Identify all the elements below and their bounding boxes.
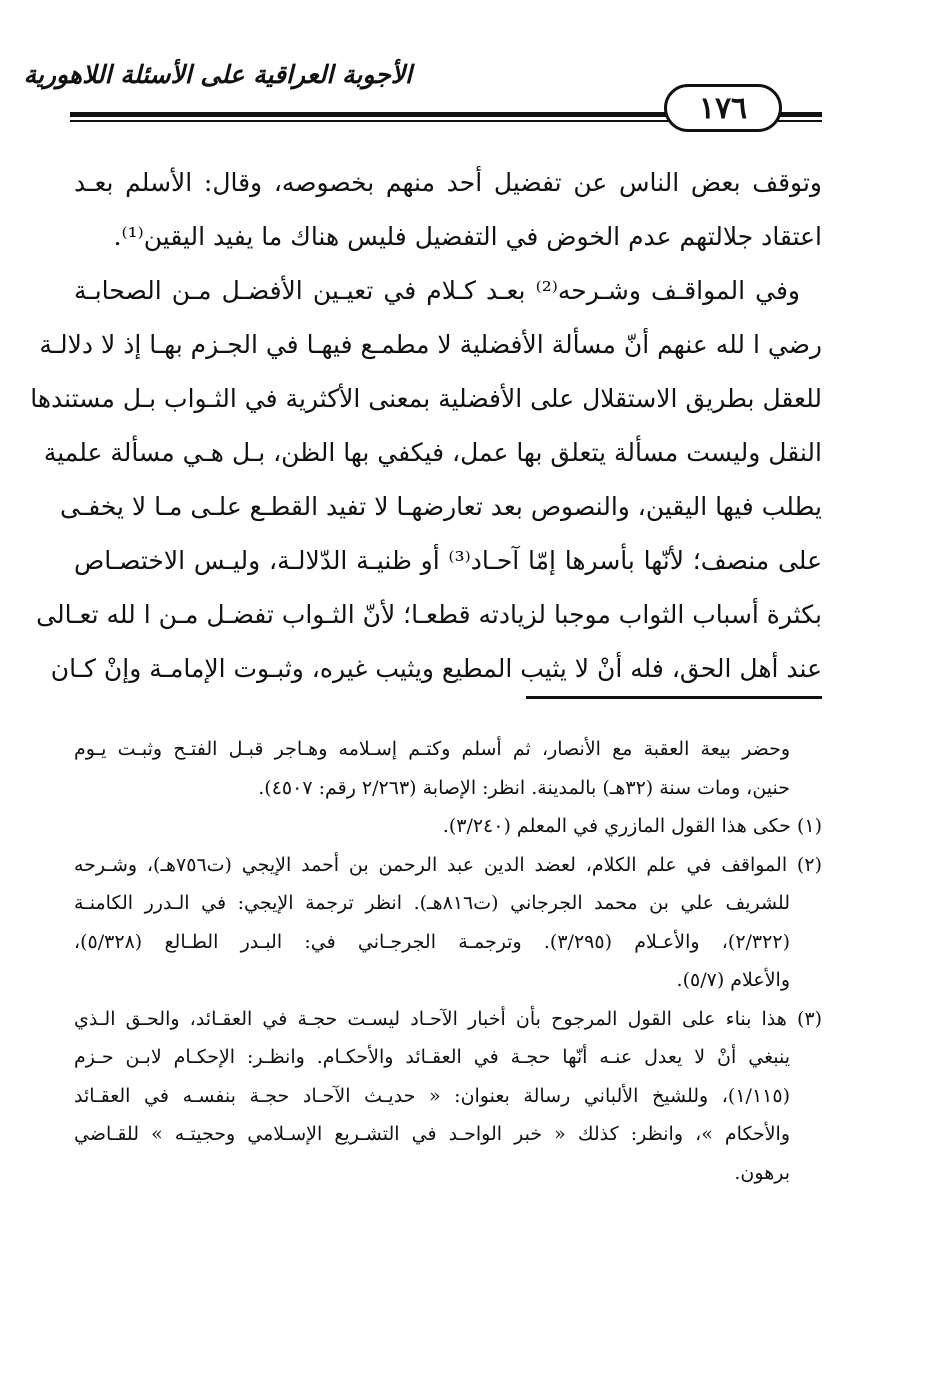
main-line-9: بكثرة أسباب الثواب موجبا لزيادته قطعـا؛ لأنّ الثـواب تفضـل مـن ا لله تعـالى xyxy=(36,600,822,629)
main-line-6: النقل وليست مسألة يتعلق بها عمل، فيكفي بها الظن، بـل هـي مسألة علمية xyxy=(43,438,822,467)
page-number: ١٧٦ xyxy=(698,90,748,126)
main-line-2: اعتقاد جلالتهم عدم الخوض في التفضيل فليس هناك ما يفيد اليقين⁽¹⁾. xyxy=(113,222,822,251)
footnote-2-line-2: للشريف علي بن محمد الجرجاني (ت٨١٦هـ). انظر ترجمة الإيجي: في الـدرر الكامنـة xyxy=(74,892,790,914)
footnote-3-line-3: (١/١١٥)، وللشيخ الألباني رسالة بعنوان: « حديـث الآحـاد حجـة بنفسـه في العقـائد xyxy=(74,1084,790,1107)
main-line-8: على منصف؛ لأنّها بأسرها إمّا آحـاد⁽³⁾ أو ظنيـة الدّلالـة، وليـس الاختصـاص xyxy=(74,546,822,575)
footnote-1-line-1: (١) حكى هذا القول المازري في المعلم (٣/٢٤٠). xyxy=(442,815,822,837)
footnote-3-line-4: والأحكام »، وانظر: كذلك « خبر الواحـد في التشـريع الإسـلامي وحجيتـه » للقـاضي xyxy=(74,1123,790,1145)
main-line-5: للعقل بطريق الاستقلال على الأفضلية بمعنى الأكثرية في الثـواب بـل مستندها xyxy=(30,384,822,413)
footnote-2-line-1: (٢) المواقف في علم الكلام، لعضد الدين عبد الرحمن بن أحمد الإيجي (ت٧٥٦هـ)، وشـرحه xyxy=(74,853,822,876)
footnote-3-line-2: ينبغي أنْ لا يعدل عنـه أنّها حجـة في العقـائد والأحكـام. وانظـر: الإحكـام لابـن حـزم xyxy=(74,1046,790,1068)
footnote-3-line-1: (٣) هذا بناء على القول المرجوح بأن أخبار الآحـاد ليسـت حجـة في العقـائد، والحـق الـذي xyxy=(74,1007,822,1030)
page-number-box xyxy=(664,84,782,132)
footnotes xyxy=(74,730,822,1192)
footnote-2-line-4: والأعلام (٥/٧). xyxy=(676,969,790,991)
footnote-continuation-line-2: حنين، ومات سنة (٣٢هـ) بالمدينة. انظر: الإصابة (٢/٢٦٣ رقم: ٤٥٠٧). xyxy=(258,776,790,799)
main-line-10: عند أهل الحق، فله أنْ لا يثيب المطيع ويثيب غيره، وثبـوت الإمامـة وإنْ كـان xyxy=(50,654,822,683)
main-line-1: وتوقف بعض الناس عن تفضيل أحد منهم بخصوصه، وقال: الأسلم بعـد xyxy=(74,168,822,197)
main-line-7: يطلب فيها اليقين، والنصوص بعد تعارضهـا لا تفيد القطـع علـى مـا لا يخفـى xyxy=(60,492,822,521)
footnote-separator xyxy=(526,696,822,699)
main-text xyxy=(30,156,822,696)
footnote-3-line-5: برهون. xyxy=(734,1161,790,1184)
running-title: الأجوبة العراقية على الأسئلة اللاهورية xyxy=(23,60,412,89)
main-line-4: رضي ا لله عنهم أنّ مسألة الأفضلية لا مطمـع فيهـا في الجـزم بهـا إذ لا دلالـة xyxy=(39,330,822,359)
footnote-2-line-3: (٢/٣٢٢)، والأعـلام (٣/٢٩٥). وترجمـة الجرجـاني في: البـدر الطـالع (٥/٣٢٨)، xyxy=(74,930,790,953)
main-line-3: وفي المواقـف وشـرحه⁽²⁾ بعـد كـلام في تعيـين الأفضـل مـن الصحابـة xyxy=(74,276,801,305)
footnote-continuation-line-1: وحضر بيعة العقبة مع الأنصار، ثم أسلم وكتـم إسـلامه وهـاجر قبـل الفتـح وثبـت يـوم xyxy=(74,738,790,760)
